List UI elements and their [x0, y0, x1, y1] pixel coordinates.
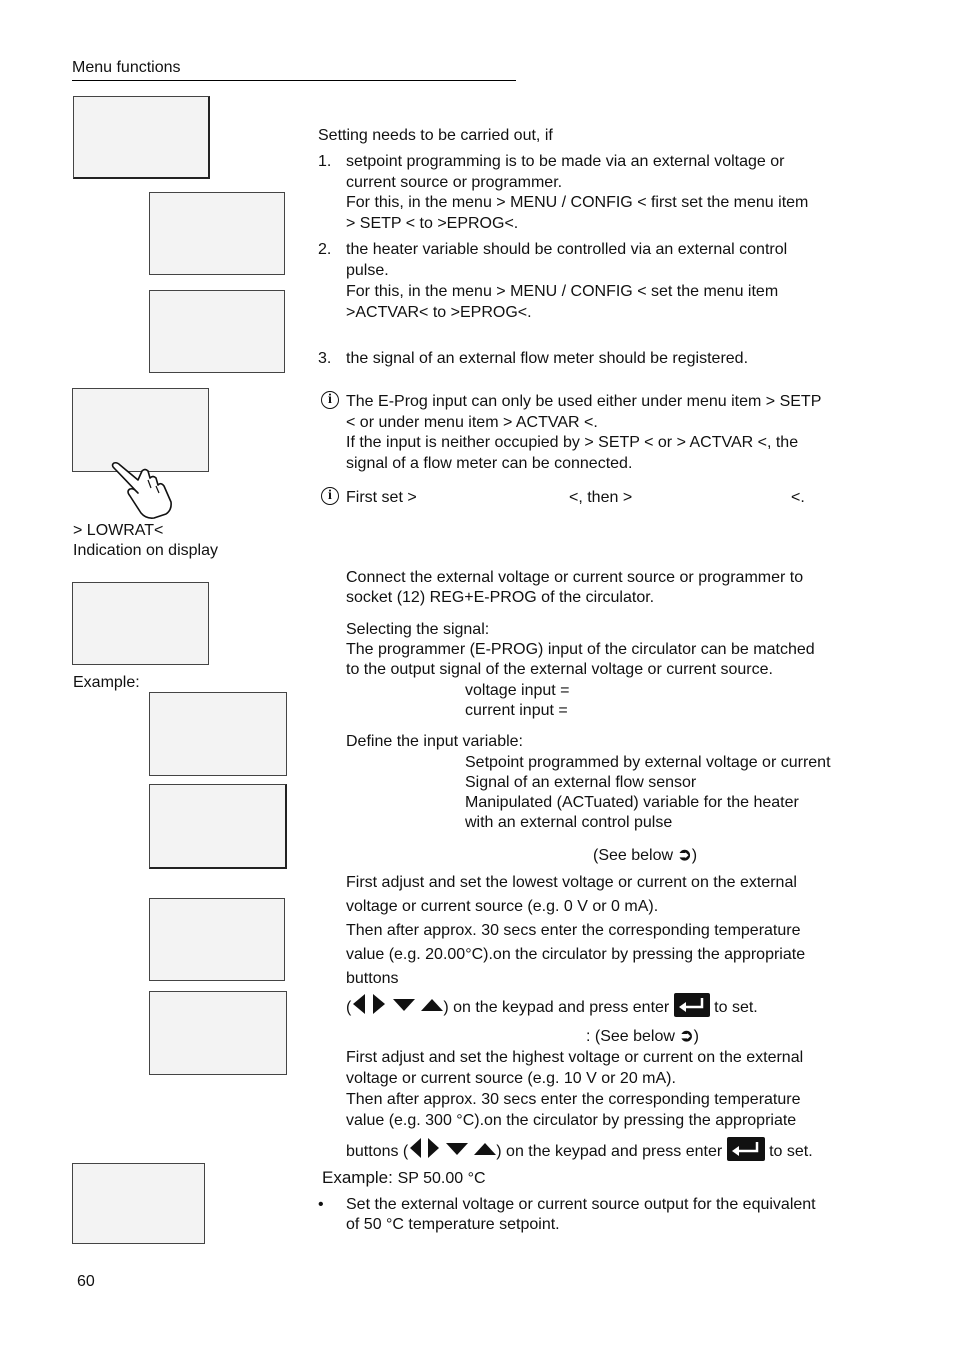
info-line: The E-Prog input can only be used either under menu item > SETP	[346, 393, 822, 410]
list-item-line: For this, in the menu > MENU / CONFIG < set the menu item	[346, 283, 779, 300]
intro-text: Setting needs to be carried out, if	[318, 127, 553, 144]
hand-pointer-icon	[108, 458, 178, 520]
display-box	[72, 582, 209, 665]
define-item: Setpoint programmed by external voltage or current	[465, 754, 831, 771]
bullet-line: Set the external voltage or current source output for the equivalent	[346, 1196, 816, 1213]
connect-line: socket (12) REG+E-PROG of the circulator.	[346, 589, 655, 606]
low-para-line: Then after approx. 30 secs enter the corresponding temperature	[346, 922, 801, 939]
selecting-line: The programmer (E-PROG) input of the circulator can be matched	[346, 641, 815, 658]
display-box	[149, 692, 287, 776]
list-item-line: setpoint programming is to be made via an external voltage or	[346, 153, 785, 170]
example-left-label: Example:	[73, 674, 140, 691]
define-item: with an external control pulse	[465, 814, 673, 831]
low-para-line: buttons	[346, 970, 399, 987]
info-icon: i	[321, 391, 339, 409]
see-below-text: (See below	[593, 847, 674, 864]
info-line: If the input is neither occupied by > SETP < or > ACTVAR <, the	[346, 434, 799, 451]
display-box	[149, 192, 285, 275]
header-rule	[72, 80, 516, 81]
display-box	[72, 1163, 205, 1244]
low-para-line: voltage or current source (e.g. 0 V or 0 mA).	[346, 898, 659, 915]
list-item-line: pulse.	[346, 262, 389, 279]
low-para-line: value (e.g. 20.00°C).on the circulator by pressing the appropriate	[346, 946, 806, 963]
first-set-text: First set >	[346, 489, 417, 506]
list-item-line: For this, in the menu > MENU / CONFIG < first set the menu item	[346, 194, 809, 211]
low-para-line: First adjust and set the lowest voltage or current on the external	[346, 874, 797, 891]
to-set-text: to set.	[714, 999, 758, 1016]
define-item: Manipulated (ACTuated) variable for the heater	[465, 794, 799, 811]
see-below-note	[593, 845, 697, 867]
info-line: < or under menu item > ACTVAR <.	[346, 414, 598, 431]
info-line: signal of a flow meter can be connected.	[346, 455, 633, 472]
example-line	[322, 1168, 486, 1190]
list-number: 2.	[318, 241, 332, 258]
arrow-keys-icon	[408, 1137, 496, 1159]
high-para-line: voltage or current source (e.g. 10 V or 20 mA).	[346, 1070, 676, 1087]
enter-key-icon	[674, 993, 710, 1017]
selecting-line: to the output signal of the external voltage or current source.	[346, 661, 773, 678]
enter-key-icon	[727, 1137, 765, 1161]
display-box	[73, 96, 210, 179]
header-title: Menu functions	[72, 59, 181, 76]
high-keys-line	[346, 1137, 813, 1164]
see-below-close: )	[691, 847, 698, 864]
define-label: Define the input variable:	[346, 733, 523, 750]
high-para-line: First adjust and set the highest voltage or current on the external	[346, 1049, 804, 1066]
high-para-line: value (e.g. 300 °C).on the circulator by pressing the appropriate	[346, 1112, 797, 1129]
display-box	[149, 898, 285, 981]
list-item-line: the signal of an external flow meter should be registered.	[346, 350, 749, 367]
low-keys-text: ) on the keypad and press enter	[443, 999, 670, 1016]
bullet-line: of 50 °C temperature setpoint.	[346, 1216, 560, 1233]
selecting-line: Selecting the signal:	[346, 621, 490, 638]
low-keys-open: (	[346, 999, 352, 1016]
to-set-text: to set.	[769, 1143, 813, 1160]
high-para-line: Then after approx. 30 secs enter the corresponding temperature	[346, 1091, 801, 1108]
voltage-input-text: voltage input =	[465, 682, 570, 699]
list-item-line: >ACTVAR< to >EPROG<.	[346, 304, 532, 321]
curved-arrow-icon: ➲	[677, 845, 692, 864]
list-item-line: > SETP < to >EPROG<.	[346, 215, 519, 232]
example-value: SP 50.00 °C	[397, 1170, 486, 1187]
current-input-text: current input =	[465, 702, 568, 719]
low-keys-line	[346, 993, 758, 1020]
define-item: Signal of an external flow sensor	[465, 774, 697, 791]
see-below-text-2: : (See below	[586, 1028, 675, 1045]
end-text: <.	[791, 489, 805, 506]
list-item-line: the heater variable should be controlled via an external control	[346, 241, 788, 258]
curved-arrow-icon: ➲	[679, 1026, 694, 1045]
connect-line: Connect the external voltage or current source or programmer to	[346, 569, 804, 586]
indication-label: Indication on display	[73, 542, 218, 559]
display-box	[149, 290, 285, 373]
list-number: 1.	[318, 153, 332, 170]
bullet-mark: •	[318, 1196, 324, 1213]
example-label: Example:	[322, 1168, 393, 1187]
info-icon: i	[321, 487, 339, 505]
lowrat-label: > LOWRAT<	[73, 522, 164, 539]
display-box	[149, 991, 287, 1075]
see-below-close: )	[693, 1028, 699, 1045]
high-keys-text: ) on the keypad and press enter	[496, 1143, 723, 1160]
see-below-note-2	[586, 1026, 699, 1048]
list-number: 3.	[318, 350, 332, 367]
page-number: 60	[77, 1273, 95, 1290]
list-item-line: current source or programmer.	[346, 174, 563, 191]
high-keys-open: buttons (	[346, 1143, 409, 1160]
arrow-keys-icon	[351, 993, 443, 1015]
display-box	[149, 784, 287, 869]
then-text: <, then >	[569, 489, 633, 506]
